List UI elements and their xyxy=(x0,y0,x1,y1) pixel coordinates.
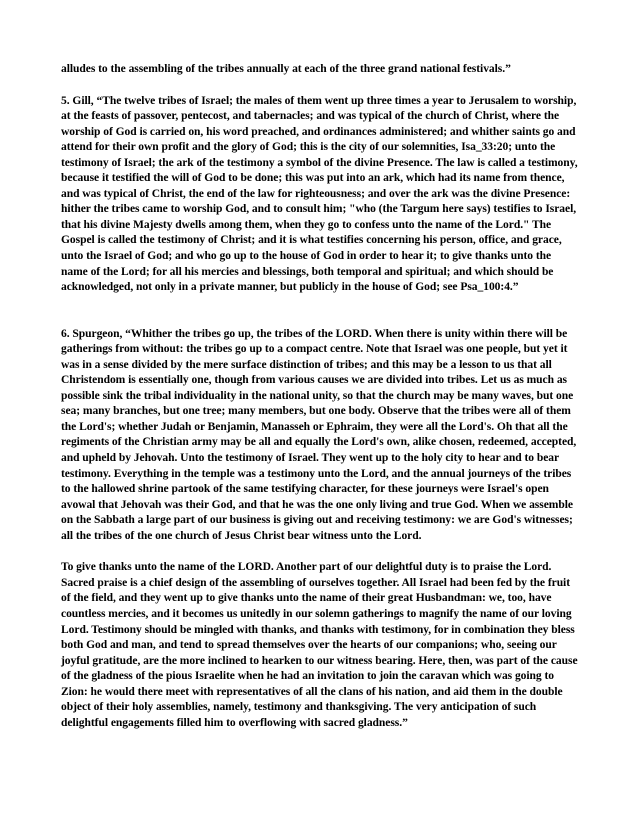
paragraph-spacer xyxy=(61,296,579,327)
paragraph-continuation: alludes to the assembling of the tribes annually at each of the three grand national festivals.” xyxy=(61,63,511,75)
paragraph-thanks-commentary: To give thanks unto the name of the LORD. Another part of our delightful duty is to praise the Lord. Sacred praise is a chief design of the assembling of ourselves together. All Israel had been fed by the fruit of the field, and they went up to give thanks unto the name of their great Husbandman: we, too, have countless mercies, and it becomes us unitedly in our solemn gatherings to magnify the name of our loving Lord. Testimony should be mingled with thanks, and thanks with testimony, for in combination they bless both God and man, and tend to spread themselves over the hearts of our companions; who, seeing our joyful gratitude, are the more inclined to hearken to our witness bearing. Here, then, was part of the cause of the gladness of the pious Israelite when he had an invitation to join the caravan which was going to Zion: he would there meet with representatives of all the clans of his nation, and aid them in the double object of their holy assemblies, namely, testimony and thanksgiving. The very anticipation of such delightful engagements filled him to overflowing with sacred gladness.” xyxy=(61,561,578,729)
paragraph-spurgeon-commentary: 6. Spurgeon, “Whither the tribes go up, the tribes of the LORD. When there is unity within there will be gatherings from without: the tribes go up to a compact centre. Note that Israel was one people, but yet it was in a sense divided by the mere surface distinction of tribes; and this may be a lesson to us that all Christendom is essentially one, though from various causes we are divided into tribes. Let us as much as possible sink the tribal individuality in the national unity, so that the church may be many waves, but one sea; many branches, but one tree; many members, but one body. Observe that the tribes were all of them the Lord's; whether Judah or Benjamin, Manasseh or Ephraim, they were all the Lord's. Oh that all the regiments of the Christian army may be all and equally the Lord's own, alike chosen, redeemed, accepted, and upheld by Jehovah. Unto the testimony of Israel. They went up to the holy city to hear and to bear testimony. Everything in the temple was a testimony unto the Lord, and the annual journeys of the tribes to the hallowed shrine partook of the same testifying character, for these journeys were Israel's open avowal that Jehovah was their God, and that he was the one only living and true God. When we assemble on the Sabbath a large part of our business is giving out and receiving testimony: we are God's witnesses; all the tribes of the one church of Jesus Christ bear witness unto the Lord. xyxy=(61,327,577,542)
paragraph-gill-commentary: 5. Gill, “The twelve tribes of Israel; the males of them went up three times a year to Jerusalem to worship, at the feasts of passover, pentecost, and tabernacles; and was typical of the church of Christ, where the worship of God is carried on, his word preached, and ordinances administered; and whither saints go and attend for their own profit and the glory of God; this is the city of our solemnities, Isa_33:20; unto the testimony of Israel; the ark of the testimony a symbol of the divine Presence. The law is called a testimony, because it testified the will of God to be done; this was put into an ark, which had its name from thence, and was typical of Christ, the end of the law for righteousness; and over the ark was the divine Presence: hither the tribes came to worship God, and to consult him; "who (the Targum here says) testifies to Israel, that his divine Majesty dwells among them, when they go to confess unto the name of the Lord." The Gospel is called the testimony of Christ; and it is what testifies concerning his person, office, and grace, unto the Israel of God; and who go up to the house of God in order to hear it; to give thanks unto the name of the Lord; for all his mercies and blessings, both temporal and spiritual; and which should be acknowledged, not only in a private manner, but publicly in the house of God; see Psa_100:4.” xyxy=(61,94,578,294)
paragraph-spacer xyxy=(61,544,579,560)
document-page xyxy=(61,62,579,731)
paragraph-spacer xyxy=(61,78,579,94)
